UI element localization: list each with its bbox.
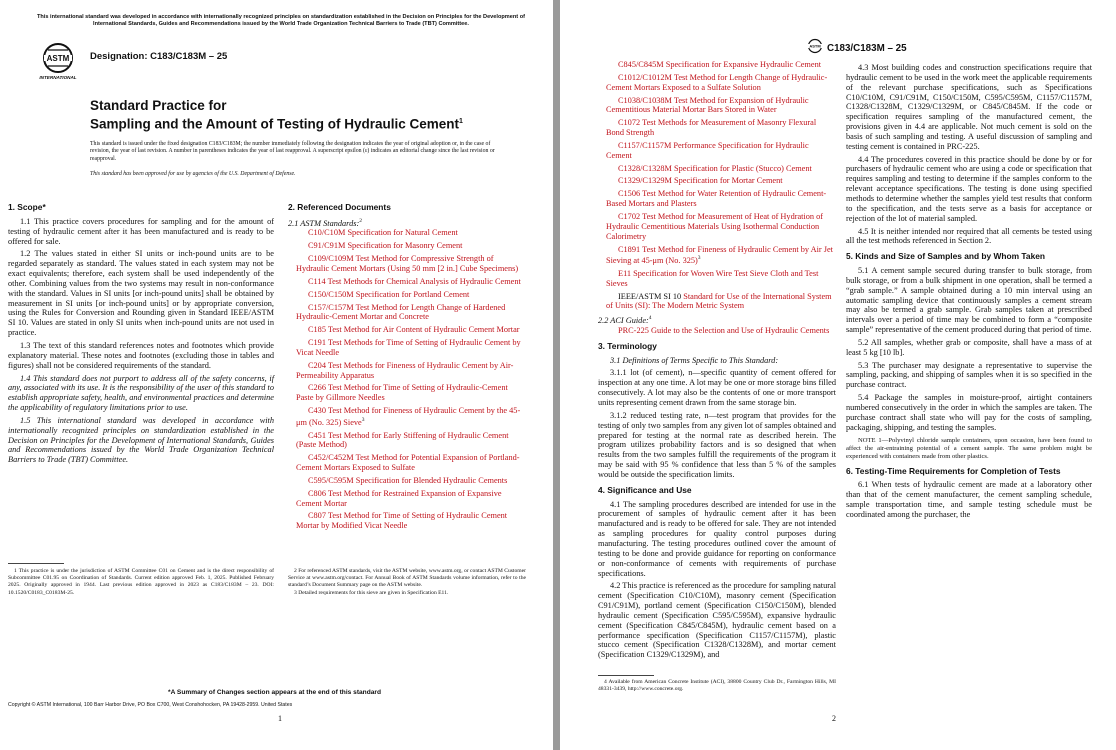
ieee-reference [598, 292, 836, 312]
reference-title-link[interactable]: Performance Specification for Hydraulic Cement [606, 140, 809, 160]
para-5-2: 5.2 All samples, whether grab or composite, shall have a mass of at least 5 kg [10 lb]. [846, 337, 1092, 357]
reference-code-link[interactable]: C1328/C1328M [618, 163, 672, 173]
reference-title-link[interactable]: Test Method for Length Change of Hardened Hydraulic-Cement Mortar and Concrete [296, 302, 506, 322]
reference-code-link[interactable]: C452/C452M [308, 453, 354, 463]
para-1-4: 1.4 This standard does not purport to address all of the safety concerns, if any, associated with its use. It is the responsibility of the user of this standard to establish appropriate safety, health, and environmental practices and determine the applicability of regulatory limitations prior to use. [8, 373, 274, 413]
footnote-1 [8, 568, 274, 597]
reference-title-link[interactable]: Test Method for Compressive Strength of Hydraulic Cement Mortars (Using 50 mm [2 in.] Cube Specimens) [296, 254, 519, 273]
reference-code-link[interactable]: C266 [308, 383, 326, 393]
reference-item [288, 325, 526, 335]
footnote-rule [598, 675, 654, 676]
reference-code-link[interactable]: C1072 [618, 118, 641, 128]
scope-heading: 1. Scope* [8, 202, 46, 212]
reference-code-link[interactable]: C1891 [618, 244, 641, 254]
prc-title[interactable]: Guide to the Selection and Use of Hydraulic Cements [650, 325, 830, 335]
para-5-1: 5.1 A cement sample secured during transfer to bulk storage, from bulk storage, or from a bulk shipment in one operation, shall be termed a “grab sample.” A sample obtained during a 10 min interval using an automatic sampling device that continuously samples a cement stream may also be termed a grab sample. Grab samples taken at prescribed intervals over a period of time may be combined to form a “composite sample” representative of the cement produced during that period of time. [846, 266, 1092, 335]
reference-item [598, 60, 836, 70]
para-1-2: 1.2 The values stated in either SI units or inch-pound units are to be regarded separately as standard. The values stated in each system may not be exact equivalents; therefore, each system shall be used independently of the other. Combining values from the two systems may result in non-conformance with the standard. Values in SI units [or inch-pound units] shall be obtained by measurement in SI units [or inch-pound units] or by appropriate conversion, using the Rules for Conversion and Rounding given in Standard IEEE/ASTM SI 10. Values are stated in only SI units when inch-pound units are not used in practice. [8, 249, 274, 338]
reference-item [288, 476, 526, 486]
logo-caption: INTERNATIONAL [39, 75, 77, 80]
reference-title-link[interactable]: Specification for Expansive Hydraulic Cement [665, 60, 822, 69]
reference-item [288, 241, 526, 251]
refdocs-heading: 2. Referenced Documents [288, 202, 391, 212]
para-4-1: 4.1 The sampling procedures described are intended for use in the procurement of samples of hydraulic cement after it has been manufactured and is ready to be offered for sale. They are not intended as sampling procedures for quality control purposes during manufacturing. The testing procedures outlined cover the amount of testing to be done and provide guidance for reporting on conformance or non-conformance of cements with requirements of purchase specifications. [598, 499, 836, 578]
designation: Designation: C183/C183M – 25 [90, 51, 228, 62]
terminology-heading: 3. Terminology [598, 340, 657, 351]
astm-logo-icon [806, 38, 824, 54]
reference-code-link[interactable]: C430 [308, 406, 326, 416]
footnote-mark: 4 [648, 315, 652, 322]
prc-reference [598, 326, 836, 336]
reference-code-link[interactable]: C807 [308, 511, 326, 521]
reference-item [288, 303, 526, 323]
reference-item [288, 277, 526, 287]
svg-text:ASTM: ASTM [46, 54, 70, 63]
para-4-3: 4.3 Most building codes and construction specifications require that hydraulic cement to be used in the work meet the applicable requirements of the relevant purchase specifications, such as Specifications C10/C10M, C91/C91M, C150/C150M, C595/C595M, C1157/C1157M, C1328/C1328M, C1329/C1329M, or C845/C845M. If the code or specification requires sampling of the manufactured cement, the provisions given in 4.4 are applicable. Not much cement is sold on the basis of such sampling and testing. A useful discussion of sampling and testing cement is contained in PRC-225. [846, 63, 1092, 151]
ieee-title[interactable]: Standard for Use of the International System of Units (SI): The Modern Metric System [606, 291, 832, 311]
reference-item [288, 511, 526, 531]
para-1-3: 1.3 The text of this standard references notes and footnotes which provide explanatory material. These notes and footnotes (excluding those in tables and figures) shall not be considered requirements of the standard. [8, 340, 274, 370]
reference-title-link[interactable]: Test Method for Water Retention of Hydraulic Cement-Based Mortars and Plasters [606, 189, 827, 209]
reference-item [598, 96, 836, 116]
footnote-rule [8, 563, 64, 564]
reference-title-link[interactable]: Test Methods for Chemical Analysis of Hydraulic Cement [327, 276, 521, 286]
issue-note: This standard is issued under the fixed designation C183/C183M; the number immediately following the designation indicates the year of original adoption or, in the case of revision, the year of last revision. A number in parentheses indicates the year of last reapproval. A superscript epsilon (ε) indicates an editorial change since the last revision or reapproval. [90, 141, 495, 162]
reference-item [288, 383, 526, 403]
footnote-mark: 2 [359, 217, 362, 224]
kinds-heading: 5. Kinds and Size of Samples and by Whom Taken [846, 251, 1046, 262]
para-5-4: 5.4 Package the samples in moisture-proof, airtight containers numbered consecutively in the order in which the samples are taken. The purchase contract shall state who will pay for the costs of sampling, packaging, shipping, and testing the samples. [846, 393, 1092, 432]
para-1-5: 1.5 This international standard was developed in accordance with internationally recognized principles on standardization established in the Decision on Principles for the Development of International Standards, Guides and Recommendations issued by the World Trade Organization Technical Barriers to Trade (TBT) Committee. [8, 415, 274, 465]
reference-title-link[interactable]: Test Method for Length Change of Hydraulic-Cement Mortars Exposed to a Sulfate Solution [606, 72, 828, 92]
reference-item [598, 73, 836, 93]
reference-title-link[interactable]: Test Method for Early Stiffening of Hydraulic Cement (Paste Method) [296, 430, 509, 450]
reference-title-link[interactable]: Specification for Masonry Cement [347, 241, 463, 251]
reference-code-link[interactable]: C150/C150M [308, 289, 354, 299]
reference-title-link[interactable]: Test Method for Time of Setting of Hydraulic Cement Mortar by Modified Vicat Needle [296, 511, 508, 531]
aci-label [598, 314, 836, 326]
page-1 [0, 0, 553, 750]
prc-code[interactable]: PRC-225 [618, 325, 649, 335]
para-1-1: 1.1 This practice covers procedures for sampling and for the amount of testing of hydraulic cement after it has been manufactured and is ready to be offered for sale. [8, 216, 274, 246]
reference-title-link[interactable]: Test Methods for Time of Setting of Hydraulic Cement by Vicat Needle [296, 338, 521, 357]
reference-code-link[interactable]: C806 [308, 488, 326, 498]
reference-code-link[interactable]: C595/C595M [308, 475, 354, 485]
title-footnote-mark: 1 [459, 118, 463, 125]
astm-standards-label [288, 217, 526, 229]
running-header [806, 38, 907, 54]
svg-text:ASTM: ASTM [809, 43, 821, 49]
testing-heading: 6. Testing-Time Requirements for Completion of Tests [846, 465, 1061, 476]
note-1: NOTE 1—Polyvinyl chloride sample containers, upon occasion, have been found to affect the air-entraining potential of a cement sample. The same problem might be experienced with containers made from other plastics. [846, 436, 1092, 460]
reference-code-link[interactable]: C10/C10M [308, 228, 346, 238]
reference-code-link[interactable]: C1329/C1329M [618, 176, 672, 186]
reference-code-link[interactable]: C109/C109M [308, 254, 354, 264]
footnote-1-text: 1 This practice is under the jurisdiction of ASTM Committee C01 on Cement and is the direct responsibility of Subcommittee C01.95 on Coordination of Standards. Current edition approved Feb. 1, 2025. Published February 2025. Originally approved in 1944. Last previous edition approved in 2023 as C183/C183M – 23. DOI: 10.1520/C0183_C0183M-25. [8, 568, 274, 596]
footnote-4-text: 4 Available from American Concrete Institute (ACI), 38800 Country Club Dr., Farmington Hills, MI 48331-3439, http://www.concrete.org. [598, 679, 836, 693]
page-2 [560, 0, 1116, 750]
footnote-2-text: 2 For referenced ASTM standards, visit the ASTM website, www.astm.org, or contact ASTM Customer Service at www.astm.org/contact. For Annual Book of ASTM Standards volume information, refer to the standard’s Document Summary page on the ASTM website. [288, 568, 526, 589]
reference-code-link[interactable]: C845/C845M [618, 60, 664, 69]
p2-right-column [846, 60, 1092, 523]
p1-right-column [288, 203, 526, 534]
footnotes-2-3 [288, 568, 526, 597]
summary-note: *A Summary of Changes section appears at the end of this standard [168, 689, 381, 696]
para-4-5: 4.5 It is neither intended nor required that all cements be tested using all the test methods referenced in Section 2. [846, 226, 1092, 246]
para-3-1: 3.1 Definitions of Terms Specific to This Standard: [610, 355, 779, 365]
para-3-1-2: 3.1.2 reduced testing rate, n—test program that provides for the testing of only two samples from any given lot of samples obtained and prepared for testing at the normal rate as described herein. The program utilizes probability factors and is so designed that when results from the two samples fulfill the requirements of the program it may be said with 95 % confidence that less than 5 % of the samples would be outside the specification limits. [598, 410, 836, 479]
reference-title-link[interactable]: Test Method for Expansion of Hydraulic Cementitious Material Mortar Bars Stored in Water [606, 95, 809, 115]
reference-item [288, 489, 526, 509]
reference-item [598, 189, 836, 209]
para-4-2: 4.2 This practice is referenced as the procedure for sampling natural cement (Specification C10/C10M), masonry cement (Specification C91/C91M), portland cement (Specification C150/C150M), blended hydraulic cement (Specification C595/C595M), expansive hydraulic cement (Specification C845/C845M), hydraulic cement based on a performance specification (Specification C1157/C1157M), plastic stucco cement (Specification C1328/C1328M), and mortar cement (Specification C1329/C1329M), and [598, 581, 836, 660]
para-6-1: 6.1 When tests of hydraulic cement are made at a laboratory other than that of the cement manufacturer, the cement sampling schedule, sample transportation time, and sample testing schedule must be coordinated among the purchaser, the [846, 480, 1092, 519]
reference-item [288, 338, 526, 358]
para-4-4: 4.4 The procedures covered in this practice should be done by or for purchasers of hydraulic cement who are using a code or specification that requires sampling and testing to determine if the samples conform to the relevant acceptance specifications. The testing is done using specified methods to determine whether the samples yield test results that conform to the specification, and the tests serve as a basis for acceptance or rejection of the lot of material sampled. [846, 154, 1092, 223]
title-line-2: Sampling and the Amount of Testing of Hydraulic Cement [90, 116, 460, 132]
reference-item [598, 164, 836, 174]
reference-code-link[interactable]: C451 [308, 430, 326, 440]
reference-code-link[interactable]: C91/C91M [308, 241, 346, 251]
reference-code-link[interactable]: C191 [308, 338, 326, 348]
p1-left-column [8, 203, 274, 468]
copyright: Copyright © ASTM International, 100 Barr Harbor Drive, PO Box C700, West Conshohocken, PA 19428-2959. United States [8, 702, 293, 708]
reference-title-link[interactable]: Test Method for Time of Setting of Hydraulic-Cement Paste by Gillmore Needles [296, 383, 508, 403]
reference-title-link[interactable]: Test Method for Restrained Expansion of Expansive Cement Mortar [296, 488, 502, 508]
reference-title-link[interactable]: Test Method for Fineness of Hydraulic Cement by the 45-μm (No. 325) Sieve [296, 406, 521, 427]
reference-code-link[interactable]: C1038/C1038M [618, 95, 672, 105]
running-header-text: C183/C183M – 25 [827, 43, 907, 54]
reference-item [288, 228, 526, 238]
reference-list [288, 228, 526, 531]
p2-left-column [598, 60, 836, 663]
reference-item [598, 141, 836, 161]
reference-code-link[interactable]: C1157/C1157M [618, 140, 672, 150]
reference-code-link[interactable]: C204 [308, 360, 326, 370]
page-number-2: 2 [832, 714, 836, 723]
astm-logo [36, 42, 80, 84]
reference-code-link[interactable]: E11 [618, 268, 632, 278]
reference-item [598, 269, 836, 289]
reference-code-link[interactable]: C157/C157M [308, 302, 354, 312]
reference-item [288, 453, 526, 473]
preface-note: This international standard was developed in accordance with internationally recognized principles on standardization established in the Decision on Principles for the Development of International Standards, Guides and Recommendations issued by the World Trade Organization Technical Barriers to Trade (TBT) Committee. [37, 14, 525, 27]
reference-title-link[interactable]: Test Method for Measurement of Heat of Hydration of Hydraulic Cementitious Materials Using Isothermal Conduction Calorimetry [606, 211, 824, 241]
astm-standards-label-text: 2.1 ASTM Standards: [288, 218, 360, 228]
reference-code-link[interactable]: C1702 [618, 211, 641, 221]
page-number-1: 1 [278, 714, 282, 723]
reference-title-link[interactable]: Test Method for Potential Expansion of Portland-Cement Mortars Exposed to Sulfate [296, 453, 520, 473]
reference-item [288, 254, 526, 274]
reference-title-link[interactable]: Specification for Portland Cement [355, 289, 470, 299]
ieee-code: IEEE/ASTM SI 10 [618, 291, 682, 301]
reference-code-link[interactable]: C1506 [618, 189, 641, 199]
reference-title-link[interactable]: Specification for Woven Wire Test Sieve Cloth and Test Sieves [606, 268, 819, 288]
footnote-4 [598, 679, 836, 693]
reference-title-link[interactable]: Test Methods for Fineness of Hydraulic Cement by Air-Permeability Apparatus [296, 360, 514, 380]
reference-item [288, 431, 526, 451]
reference-item [598, 245, 836, 266]
reference-title-link[interactable]: Test Methods for Measurement of Masonry Flexural Bond Strength [606, 118, 817, 138]
reference-title-link[interactable]: Specification for Mortar Cement [674, 176, 783, 186]
reference-code-link[interactable]: C114 [308, 276, 326, 286]
reference-title-link[interactable]: Specification for Blended Hydraulic Cements [355, 475, 508, 485]
para-5-3: 5.3 The purchaser may designate a representative to supervise the sampling, packing, and shipping of samples when it is so specified in the purchase contract. [846, 360, 1092, 390]
reference-item [598, 118, 836, 138]
reference-item [598, 176, 836, 186]
reference-list-continued [598, 60, 836, 289]
reference-item [288, 290, 526, 300]
footnote-3-text: 3 Detailed requirements for this sieve are given in Specification E11. [294, 589, 449, 596]
title-line-1: Standard Practice for [90, 98, 227, 113]
reference-code-link[interactable]: C1012/C1012M [618, 72, 672, 82]
reference-title-link[interactable]: Test Method for Fineness of Hydraulic Cement by Air Jet Sieving at 45-μm (No. 325) [606, 244, 833, 266]
reference-item [288, 361, 526, 381]
footnote-mark: 3 [361, 416, 365, 423]
reference-item [598, 212, 836, 242]
reference-item [288, 406, 526, 427]
dod-note: This standard has been approved for use by agencies of the U.S. Department of Defense. [90, 171, 296, 177]
reference-code-link[interactable]: C185 [308, 325, 326, 335]
reference-title-link[interactable]: Specification for Natural Cement [347, 228, 458, 238]
reference-title-link[interactable]: Specification for Plastic (Stucco) Cement [674, 163, 812, 173]
reference-title-link[interactable]: Test Method for Air Content of Hydraulic Cement Mortar [327, 325, 520, 335]
document-title [90, 98, 463, 133]
footnote-mark: 3 [697, 255, 701, 262]
para-3-1-1: 3.1.1 lot (of cement), n—specific quantity of cement offered for inspection at any one time. A lot may be one or more storage bins filled consecutively. A lot may also be the contents of one or more transport units representing cement drawn from the same storage bin. [598, 368, 836, 407]
aci-label-text: 2.2 ACI Guide: [598, 316, 649, 326]
significance-heading: 4. Significance and Use [598, 484, 692, 495]
